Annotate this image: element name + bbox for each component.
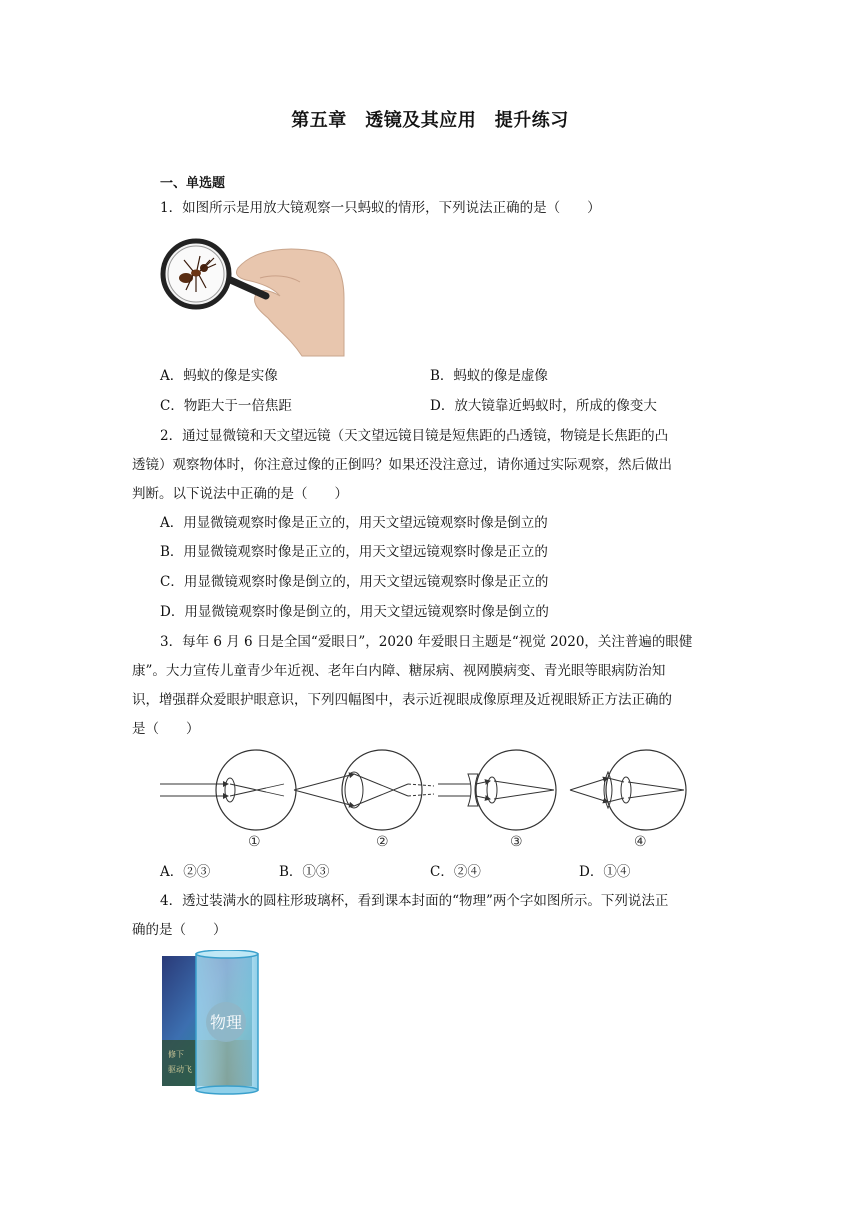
q3-line-3: 识，增强群众爱眼护眼意识，下列四幅图中，表示近视眼成像原理及近视眼矫正方法正确的 — [132, 692, 672, 708]
q3-line-2: 康”。大力宣传儿童青少年近视、老年白内障、糖尿病、视网膜病变、青光眼等眼病防治知 — [132, 663, 666, 679]
eye-diagram-3 — [438, 750, 556, 830]
eye-diagram-1 — [160, 750, 296, 830]
q2-option-a[interactable]: A．用显微镜观察时像是正立的，用天文望远镜观察时像是倒立的 — [160, 515, 548, 531]
figure-label-4: ④ — [634, 834, 647, 850]
q3-option-b[interactable]: B．①③ — [279, 864, 330, 880]
book-small-text-2: 驱动飞 — [168, 1065, 192, 1074]
section-heading: 一、单选题 — [160, 176, 226, 191]
figure-label-1: ① — [248, 834, 261, 850]
magnifier-ant-figure — [160, 238, 346, 358]
q3-line-1: 3．每年 6 月 6 日是全国“爱眼日”，2020 年爱眼日主题是“视觉 2020，关注普遍的眼健 — [160, 634, 693, 650]
q2-option-d[interactable]: D．用显微镜观察时像是倒立的，用天文望远镜观察时像是倒立的 — [160, 604, 549, 620]
q3-line-4: 是（ ） — [132, 721, 200, 737]
q1-option-c[interactable]: C．物距大于一倍焦距 — [160, 398, 292, 414]
q4-line-1: 4．透过装满水的圆柱形玻璃杯，看到课本封面的“物理”两个字如图所示。下列说法正 — [160, 893, 669, 909]
q2-option-c[interactable]: C．用显微镜观察时像是倒立的，用天文望远镜观察时像是正立的 — [160, 574, 549, 590]
q1-option-a[interactable]: A．蚂蚁的像是实像 — [160, 368, 278, 384]
figure-label-2: ② — [376, 834, 389, 850]
glass-cup-book-figure — [160, 950, 270, 1096]
q2-line-3: 判断。以下说法中正确的是（ ） — [132, 486, 348, 502]
book-title-text: 物理 — [209, 1013, 243, 1032]
q3-option-d[interactable]: D．①④ — [579, 864, 631, 880]
book-small-text-1: 修下 — [168, 1050, 184, 1059]
q3-option-a[interactable]: A．②③ — [160, 864, 211, 880]
q1-option-b[interactable]: B．蚂蚁的像是虚像 — [430, 368, 548, 384]
q2-line-2: 透镜）观察物体时，你注意过像的正倒吗？如果还没注意过，请你通过实际观察，然后做出 — [132, 457, 672, 473]
q1-stem: 1．如图所示是用放大镜观察一只蚂蚁的情形，下列说法正确的是（ ） — [160, 200, 601, 216]
q2-option-b[interactable]: B．用显微镜观察时像是正立的，用天文望远镜观察时像是正立的 — [160, 544, 548, 560]
page-title: 第五章 透镜及其应用 提升练习 — [291, 110, 569, 131]
q2-line-1: 2．通过显微镜和天文望远镜（天文望远镜目镜是短焦距的凸透镜，物镜是长焦距的凸 — [160, 428, 669, 444]
figure-label-3: ③ — [510, 834, 523, 850]
q3-option-c[interactable]: C．②④ — [430, 864, 481, 880]
q4-line-2: 确的是（ ） — [132, 922, 227, 938]
eye-diagram-4 — [570, 750, 686, 830]
eye-diagram-2 — [294, 750, 434, 830]
q1-option-d[interactable]: D．放大镜靠近蚂蚁时，所成的像变大 — [430, 398, 657, 414]
eye-diagrams-figure — [158, 748, 698, 852]
